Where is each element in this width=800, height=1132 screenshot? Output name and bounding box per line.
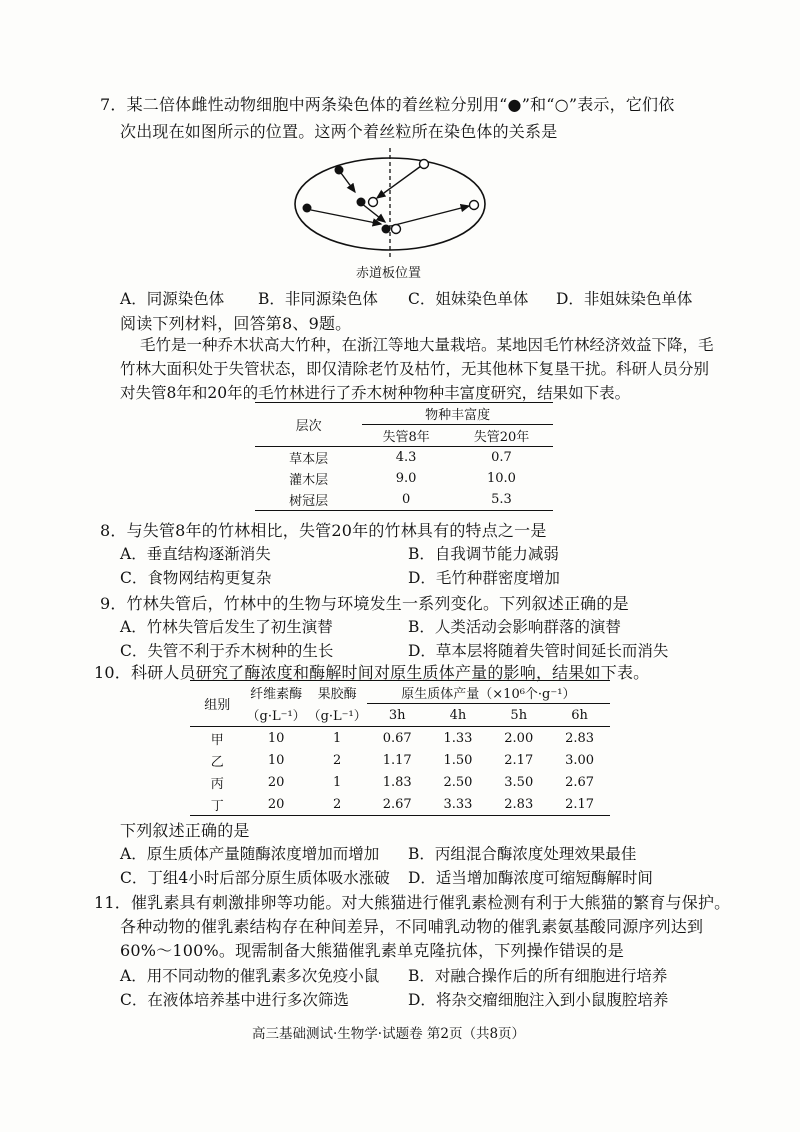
passage-line1: 毛竹是一种乔木状高大竹种，在浙江等地大量栽培。某地因毛竹林经济效益下降，毛 <box>140 336 714 354</box>
q8-option-a: A．垂直结构逐渐消失 <box>120 545 271 563</box>
q7-option-b: B．非同源染色体 <box>258 290 378 308</box>
table1-cell: 9.0 <box>395 471 417 486</box>
table2-unit: （g·L⁻¹） <box>246 709 306 725</box>
q10-option-b: B．丙组混合酶浓度处理效果最佳 <box>408 845 637 863</box>
table-row <box>190 793 610 816</box>
table-row <box>190 749 610 771</box>
table2-cell: 2.17 <box>565 796 595 812</box>
arrow <box>391 206 469 226</box>
table2-cell: 1.83 <box>382 774 412 790</box>
q10-after-table: 下列叙述正确的是 <box>120 821 250 840</box>
table2-cell: 2.83 <box>504 796 534 812</box>
table2-hour: 6h <box>571 707 588 723</box>
open-centromere <box>420 160 429 169</box>
table1-cell: 0.7 <box>491 450 512 465</box>
table1-header-layer: 层次 <box>255 403 362 447</box>
table2-cell: 丙 <box>210 776 224 792</box>
chromosome-figure <box>285 148 495 260</box>
q11-line2: 各种动物的催乳素结构存在种间差异，不同哺乳动物的催乳素氨基酸同源序列达到 <box>120 917 704 936</box>
table2-cell: 丁 <box>210 798 224 814</box>
q7-line1: 7．某二倍体雌性动物细胞中两条染色体的着丝粒分别用“●”和“○”表示，它们依 <box>100 95 675 114</box>
q11-option-d: D．将杂交瘤细胞注入到小鼠腹腔培养 <box>408 991 669 1009</box>
table2-cell: 2.67 <box>565 774 595 790</box>
table2-cell: 3.50 <box>504 774 534 790</box>
q9-option-b: B．人类活动会影响群落的演替 <box>408 618 621 636</box>
table-row <box>190 727 610 750</box>
q9-stem: 9．竹林失管后，竹林中的生物与环境发生一系列变化。下列叙述正确的是 <box>100 594 629 613</box>
q8-stem: 8．与失管8年的竹林相比，失管20年的竹林具有的特点之一是 <box>100 521 547 540</box>
table2-unit: （g·L⁻¹） <box>307 709 367 725</box>
table2-cell: 2 <box>333 752 342 768</box>
q10-option-d: D．适当增加酶浓度可缩短酶解时间 <box>408 869 653 887</box>
material-intro: 阅读下列材料，回答第8、9题。 <box>120 314 352 333</box>
q8-option-d: D．毛竹种群密度增加 <box>408 569 560 587</box>
table2-cell: 2.83 <box>565 730 595 746</box>
figure-caption: 赤道板位置 <box>356 266 422 281</box>
table2-cell: 3.33 <box>443 796 473 812</box>
q10-option-c: C．丁组4小时后部分原生质体吸水涨破 <box>120 869 390 887</box>
table1-cell: 树冠层 <box>289 494 329 509</box>
q7-option-d: D．非姐妹染色单体 <box>556 290 693 308</box>
q11-line3: 60%～100%。现需制备大熊猫催乳素单克隆抗体，下列操作错误的是 <box>120 941 624 960</box>
table2-hour: 4h <box>449 707 467 723</box>
table1-header-group: 物种丰富度 <box>362 403 553 425</box>
table2-header-yield: 原生质体产量（×10⁶个·g⁻¹） <box>367 681 610 704</box>
table-row <box>255 468 553 489</box>
q7-line2: 次出现在如图所示的位置。这两个着丝粒所在染色体的关系是 <box>120 122 558 141</box>
table1-cell: 0 <box>401 492 411 507</box>
protoplast-table <box>190 680 610 816</box>
open-centromere <box>470 201 479 210</box>
table2-cell: 2 <box>333 796 342 812</box>
table2-cell: 甲 <box>210 732 224 748</box>
table2-cell: 1.17 <box>382 752 412 768</box>
q8-option-c: C．食物网结构更复杂 <box>120 569 272 587</box>
table2-header-pectinase: 果胶酶 <box>317 686 357 702</box>
filled-centromere <box>303 204 312 213</box>
q11-option-a: A．用不同动物的催乳素多次免疫小鼠 <box>120 967 380 985</box>
table1-cell: 灌木层 <box>289 473 329 488</box>
q7-option-a: A．同源染色体 <box>120 290 225 308</box>
table2-cell: 1.33 <box>443 730 473 746</box>
table2-header-cellulase: 纤维素酶 <box>250 686 303 702</box>
table2-cell: 10 <box>267 752 285 768</box>
table1-cell: 10.0 <box>487 471 516 486</box>
table2-cell: 2.17 <box>504 752 534 768</box>
filled-centromere <box>335 166 344 175</box>
filled-centromere <box>357 198 366 207</box>
table2-cell: 乙 <box>210 754 224 770</box>
table2-cell: 2.67 <box>382 796 412 812</box>
table1-cell: 草本层 <box>289 452 329 467</box>
table2-cell: 3.00 <box>565 752 595 768</box>
arrow <box>377 166 421 198</box>
table-row <box>190 771 610 793</box>
page-footer: 高三基础测试·生物学·试题卷 第2页（共8页） <box>252 1026 526 1042</box>
q9-option-c: C．失管不利于乔木树种的生长 <box>120 642 334 660</box>
table2-cell: 2.00 <box>504 730 534 746</box>
table2-cell: 10 <box>267 730 285 746</box>
passage-line2: 竹林大面积处于失管状态，即仅清除老竹及枯竹，无其他林下复垦干扰。科研人员分别 <box>120 360 710 378</box>
open-centromere <box>392 225 401 234</box>
filled-centromere <box>382 225 391 234</box>
table2-cell: 0.67 <box>382 730 412 746</box>
q7-option-c: C．姐妹染色单体 <box>408 290 529 308</box>
table2-cell: 20 <box>267 774 285 790</box>
q10-option-a: A．原生质体产量随酶浓度增加而增加 <box>120 845 380 863</box>
richness-table <box>255 402 553 511</box>
q11-option-b: B．对融合操作后的所有细胞进行培养 <box>408 967 668 985</box>
table1-header-8y: 失管8年 <box>382 430 430 445</box>
table2-cell: 1 <box>333 774 342 790</box>
table1-cell: 5.3 <box>491 492 512 507</box>
table2-header-group: 组别 <box>190 681 245 727</box>
q9-option-a: A．竹林失管后发生了初生演替 <box>120 618 333 636</box>
table2-cell: 2.50 <box>443 774 473 790</box>
q10-stem: 10．科研人员研究了酶浓度和酶解时间对原生质体产量的影响，结果如下表。 <box>94 663 650 682</box>
table-row <box>255 489 553 511</box>
table2-hour: 3h <box>388 707 406 723</box>
table2-cell: 20 <box>267 796 285 812</box>
q9-option-d: D．草本层将随着失管时间延长而消失 <box>408 642 669 660</box>
arrow <box>341 173 355 192</box>
table1-cell: 4.3 <box>395 450 417 465</box>
arrow <box>311 210 381 224</box>
table2-cell: 1 <box>333 730 342 746</box>
q11-line1: 11．催乳素具有刺激排卵等功能。对大熊猫进行催乳素检测有利于大熊猫的繁育与保护。 <box>94 893 731 912</box>
table2-hour: 5h <box>510 707 528 723</box>
table-row <box>255 447 553 469</box>
q8-option-b: B．自我调节能力减弱 <box>408 545 559 563</box>
q11-option-c: C．在液体培养基中进行多次筛选 <box>120 991 349 1009</box>
passage-line3: 对失管8年和20年的毛竹林进行了乔木树种物种丰富度研究，结果如下表。 <box>120 384 631 402</box>
table2-cell: 1.50 <box>443 752 473 768</box>
open-centromere <box>369 198 378 207</box>
table1-header-20y: 失管20年 <box>473 430 530 445</box>
